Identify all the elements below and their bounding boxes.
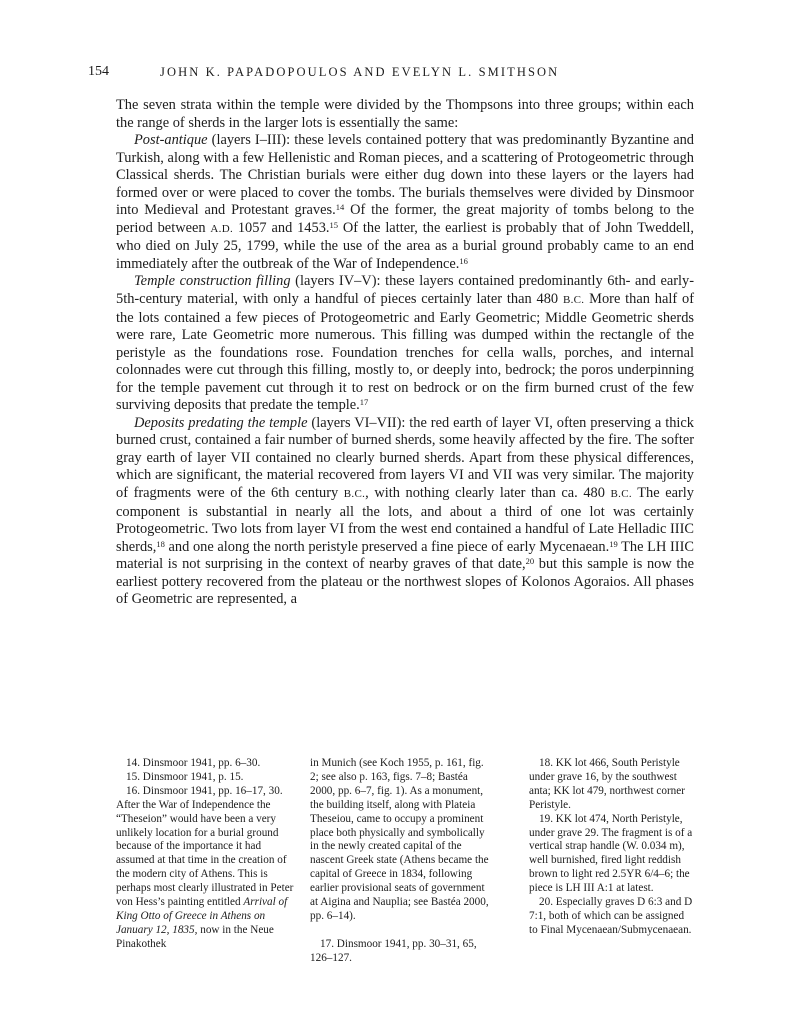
paragraph-construction-filling — [116, 273, 694, 414]
footnote-19: 19. KK lot 474, North Peristyle, under grave 29. The fragment is of a vertical strap handle (W. 0.034 m), well burnished, fired light reddish brown to light red 2.5YR 6/4–6; the piece is LH III A:1 at latest. — [529, 812, 693, 895]
footnote-18: 18. KK lot 466, South Peristyle under grave 16, by the southwest anta; KK lot 479, northwest corner Peristyle. — [529, 757, 685, 811]
text-span: More than half of the lots contained a few pieces of Protogeometric and Early Geometric; Middle Geometric sherds were rare, Late Geometric more numerous. This filling was dumped within the rectangle of the peristyle as the foundations rose. Foundation trenches for cella walls, porches, and internal colonnades were cut through this filling, mostly to, or deeply into, bedrock; the poros underpinning for the temple pavement cut through it to rest on bedrock or on the firm burned crust of the few surviving deposits that predate the temple. — [116, 291, 694, 414]
text-span: Of the latter, the earliest is probably that of John Tweddell, who died on July 25, 1799, while the use of the area as a burial ground probably came to an end immediately after the outbreak of the War of Independence. — [116, 219, 695, 272]
lead-deposits: Deposits predating the temple — [134, 414, 308, 431]
text-span: The early component is substantial in nearly all the lots, and about a third of one lot was certainly Protogeometric. Two lots from layer VI from the west end contained a handful of Late Helladic IIIC sherds, — [116, 485, 694, 555]
page-number: 154 — [88, 64, 109, 79]
footnote-column-1 — [116, 757, 296, 952]
footnote-ref-18[interactable]: 18 — [156, 538, 165, 549]
era-abbr: B.C. — [610, 488, 632, 501]
footnote-16-continued: in Munich (see Koch 1955, p. 161, fig. 2; see also p. 163, figs. 7–8; Bastéa 2000, pp. 6–7, fig. 1). As a monument, the building itself, along with Plateia Theseiou, came to occupy a prominent place both physically and symbolically in the newly created capital of the nascent Greek state (Athens became the capital of Greece in 1834, following earlier provisional seats of government at Aigina and Nauplia; see Bastéa 2000, pp. 6–14). — [310, 757, 489, 922]
text-span: (layers IV–V): these layers contained predominantly 6th- and early-5th-century material, with only a handful of pieces certainly later than 480 — [116, 273, 694, 308]
text-span: The LH IIIC material is not surprising in the context of nearby graves of that date, — [116, 538, 694, 573]
footnote-ref-16[interactable]: 16 — [459, 255, 468, 266]
paragraph-deposits — [116, 415, 694, 609]
lead-construction-filling: Temple construction filling — [134, 273, 291, 290]
main-text — [116, 97, 694, 609]
text-span: 1057 and 1453. — [233, 219, 330, 236]
footnote-ref-14[interactable]: 14 — [335, 202, 345, 213]
text-span: now in the Neue Pinakothek — [116, 923, 274, 950]
footnote-20: 20. Especially graves D 6:3 and D 7:1, both of which can be assigned to Final Mycenaean/Submycenaean. — [529, 896, 693, 936]
paragraph-intro: The seven strata within the temple were divided by the Thompsons into three groups; within each the range of sherds in the larger lots is essentially the same: — [116, 97, 694, 131]
footnote-17: 17. Dinsmoor 1941, pp. 30–31, 65, 126–127. — [310, 937, 477, 964]
era-abbr: A.D. — [210, 222, 233, 235]
text-span: , with nothing clearly later than ca. 480 — [365, 485, 611, 502]
running-header — [88, 64, 708, 86]
painting-title: Arrival of King Otto of Greece in Athens on January 12, 1835, — [116, 896, 288, 936]
era-abbr: B.C. — [343, 488, 366, 501]
running-head: JOHN K. PAPADOPOULOS AND EVELYN L. SMITHSON — [160, 65, 560, 79]
era-abbr: B.C. — [562, 294, 585, 307]
footnote-14: 14. Dinsmoor 1941, pp. 6–30. — [126, 757, 261, 769]
footnote-ref-19[interactable]: 19 — [609, 538, 618, 549]
text-span: and one along the north peristyle preserved a fine piece of early Mycenaean. — [164, 538, 610, 555]
footnote-column-2 — [310, 757, 494, 966]
footnote-column-3 — [529, 757, 695, 938]
paragraph-post-antique — [116, 132, 694, 273]
footnote-ref-20[interactable]: 20 — [525, 556, 535, 567]
footnote-ref-15[interactable]: 15 — [329, 219, 338, 230]
lead-post-antique: Post-antique — [134, 132, 208, 149]
text-span: (layers VI–VII): the red earth of layer VI, often preserving a thick burned crust, contained a fair number of burned sherds, some heavily affected by the fire. The softer gray earth of layer VII contained no clearly burned sherds. Apart from these physical differences, which are significant, the material recovered from layers VI and VII was very similar. The majority of fragments were of the 6th century — [116, 414, 695, 502]
footnote-ref-17[interactable]: 17 — [359, 397, 369, 408]
footnote-16 — [116, 785, 296, 952]
text-span: 16. Dinsmoor 1941, pp. 16–17, 30. After the War of Independence the “Theseion” would have been a very unlikely location for a burial ground because of the importance it had assumed at that time in the creation of the modern city of Athens. This is perhaps most clearly illustrated in Peter von Hess’s painting entitled — [116, 784, 294, 909]
footnote-15: 15. Dinsmoor 1941, p. 15. — [126, 770, 244, 783]
text-span: but this sample is now the earliest pottery recovered from the plateau or the northwest slopes of Kolonos Agoraios. All phases of Geometric are represented, a — [116, 556, 694, 608]
text-span: (layers I–III): these levels contained pottery that was predominantly Byzantine and Turkish, along with a few Hellenistic and Roman pieces, and a scattering of Protogeometric through Classical sherds. The Christian burials were either dug down into these layers or the layers had formed over or were placed to cover the tombs. The burials themselves were divided by Dinsmoor into Medieval and Protestant graves. — [116, 132, 694, 219]
text-span: Of the former, the great majority of tombs belong to the period between — [116, 202, 694, 236]
